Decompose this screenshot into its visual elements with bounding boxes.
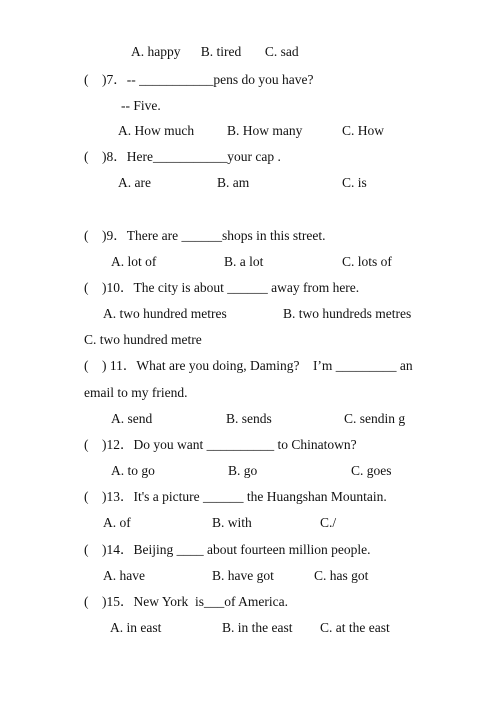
q9-option-b: B. a lot	[224, 254, 264, 269]
q13-option-c: C./	[320, 515, 337, 530]
q10-option-c: C. two hundred metre	[84, 332, 202, 347]
q14-question: ( )14．Beijing ____ about fourteen million people.	[84, 542, 371, 557]
q15-option-a: A. in east	[110, 620, 162, 635]
q15-option-b: B. in the east	[222, 620, 293, 635]
q9-option-c: C. lots of	[342, 254, 392, 269]
q7-option-b: B. How many	[227, 123, 303, 138]
q7-question: ( )7．-- ___________pens do you have?	[84, 72, 314, 87]
q7-option-a: A. How much	[118, 123, 195, 138]
q11-option-a: A. send	[111, 411, 153, 426]
q12-option-b: B. go	[228, 463, 258, 478]
q14-option-c: C. has got	[314, 568, 369, 583]
q10-question: ( )10．The city is about ______ away from here.	[84, 280, 360, 295]
q14-option-a: A. have	[103, 568, 145, 583]
q10-option-a: A. two hundred metres	[103, 306, 227, 321]
q7-answer-line: -- Five.	[121, 98, 161, 113]
q13-option-b: B. with	[212, 515, 252, 530]
q8-option-a: A. are	[118, 175, 151, 190]
q7-option-c: C. How	[342, 123, 385, 138]
q8-option-b: B. am	[217, 175, 250, 190]
q6-options-row: A. happy B. tired C. sad	[131, 44, 299, 59]
q13-question: ( )13．It's a picture ______ the Huangshan Mountain.	[84, 489, 387, 504]
q9-question: ( )9．There are ______shops in this street.	[84, 228, 326, 243]
q8-option-c: C. is	[342, 175, 367, 190]
q15-question: ( )15．New York is___of America.	[84, 594, 288, 609]
q11-option-b: B. sends	[226, 411, 272, 426]
q10-option-b: B. two hundreds metres	[283, 306, 412, 321]
q15-option-c: C. at the east	[320, 620, 390, 635]
q13-option-a: A. of	[103, 515, 131, 530]
q12-option-c: C. goes	[351, 463, 392, 478]
q12-option-a: A. to go	[111, 463, 155, 478]
q12-question: ( )12．Do you want __________ to Chinatown?	[84, 437, 357, 452]
q11-question-part1: ( ) 11．What are you doing, Daming? I’m _________ an	[84, 358, 413, 373]
q8-question: ( )8．Here___________your cap .	[84, 149, 281, 164]
q11-question-part2: email to my friend.	[84, 385, 188, 400]
q9-option-a: A. lot of	[111, 254, 157, 269]
q14-option-b: B. have got	[212, 568, 274, 583]
q11-option-c: C. sendin g	[344, 411, 406, 426]
